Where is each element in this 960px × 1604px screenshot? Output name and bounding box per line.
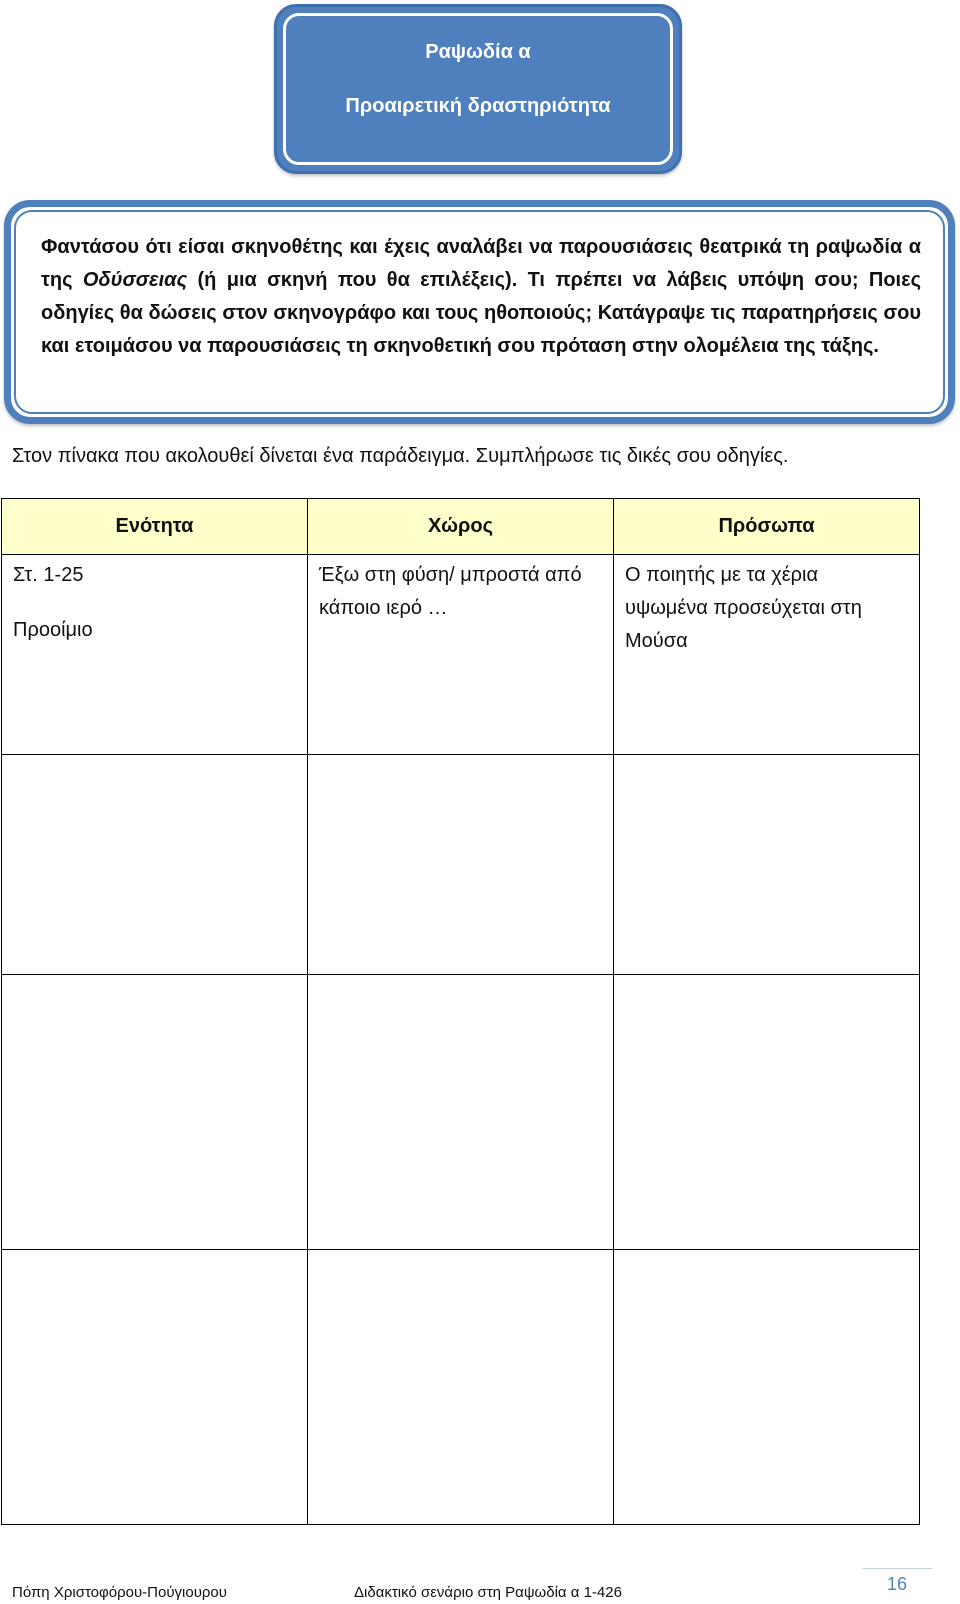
section-verses: Στ. 1-25	[13, 564, 84, 586]
example-row	[2, 555, 920, 755]
task-instructions	[41, 231, 921, 363]
example-persons-cell	[614, 555, 920, 755]
table-header-row	[2, 499, 920, 555]
footer-document-title: Διδακτικό σενάριο στη Ραψωδία α 1-426	[354, 1584, 622, 1601]
footer-author: Πόπη Χριστοφόρου-Πούγιουρου	[12, 1584, 227, 1601]
task-text-end: (ή μια σκηνή που θα επιλέξεις). Τι πρέπει να λάβεις υπόψη σου; Ποιες οδηγίες θα δώσεις στον σκηνογράφο και τους ηθοποιούς; Κατάγραψε τις παρατηρήσεις σου και ετοιμάσου να παρουσιάσεις τη σκηνοθετική σου πρόταση στην ολομέλεια της τάξης.	[41, 269, 921, 357]
example-section-cell	[2, 555, 308, 755]
persons-line-3: Μούσα	[625, 630, 688, 652]
empty-section-cell[interactable]	[2, 975, 308, 1250]
empty-place-cell[interactable]	[308, 1250, 614, 1525]
header-section: Ενότητα	[2, 499, 308, 555]
persons-line-1: Ο ποιητής με τα χέρια	[625, 564, 819, 586]
table-row	[2, 755, 920, 975]
empty-place-cell[interactable]	[308, 755, 614, 975]
empty-section-cell[interactable]	[2, 755, 308, 975]
rhapsody-title: Ραψωδία α	[425, 41, 531, 63]
header-persons: Πρόσωπα	[614, 499, 920, 555]
title-box-inner-border	[283, 13, 673, 165]
empty-persons-cell[interactable]	[614, 1250, 920, 1525]
place-line-2: κάποιο ιερό …	[319, 597, 448, 619]
example-place-cell	[308, 555, 614, 755]
header-place: Χώρος	[308, 499, 614, 555]
place-line-1: Έξω στη φύση/ μπροστά από	[319, 564, 582, 586]
empty-section-cell[interactable]	[2, 1250, 308, 1525]
activity-subtitle: Προαιρετική δραστηριότητα	[345, 95, 611, 117]
task-box	[4, 200, 955, 424]
page-number-rule	[862, 1568, 932, 1569]
page-number: 16	[886, 1574, 908, 1594]
table-intro: Στον πίνακα που ακολουθεί δίνεται ένα παράδειγμα. Συμπλήρωσε τις δικές σου οδηγίες.	[12, 445, 789, 467]
section-name: Προοίμιο	[13, 619, 93, 641]
directing-plan-table	[1, 498, 920, 1525]
table-row	[2, 1250, 920, 1525]
table-row	[2, 975, 920, 1250]
persons-line-2: υψωμένα προσεύχεται στη	[625, 597, 862, 619]
task-text-start: Φαντάσου ότι είσαι σκηνοθέτης και έχεις αναλάβει να παρουσιάσεις θεατρικά τη ραψωδία α της	[41, 236, 921, 291]
task-text-italic: Οδύσσειας	[82, 269, 188, 291]
empty-persons-cell[interactable]	[614, 755, 920, 975]
title-box	[274, 4, 682, 174]
empty-place-cell[interactable]	[308, 975, 614, 1250]
empty-persons-cell[interactable]	[614, 975, 920, 1250]
